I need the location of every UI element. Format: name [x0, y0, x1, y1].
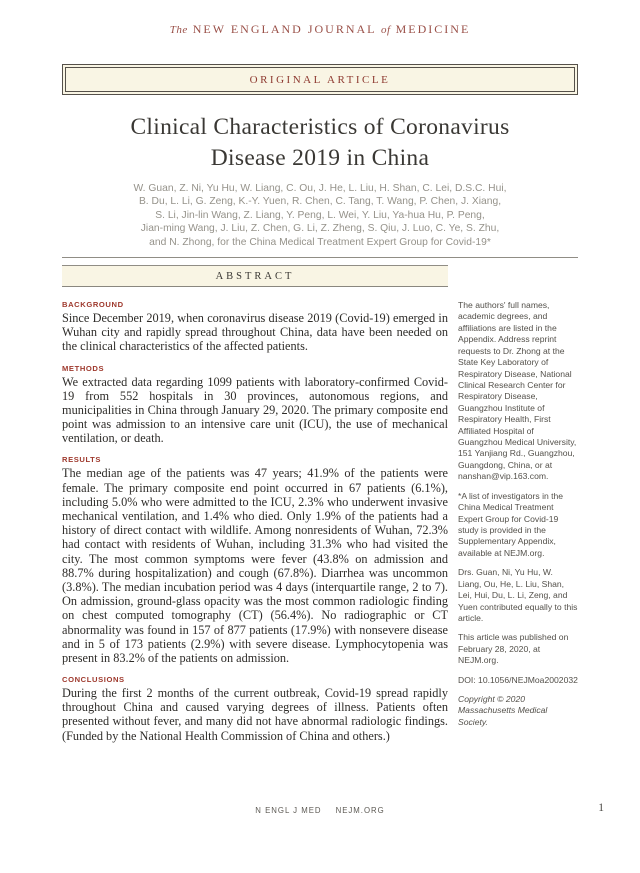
section-results [62, 455, 448, 665]
article-title-line1: Clinical Characteristics of Coronavirus [130, 114, 510, 140]
page-footer [0, 806, 640, 815]
section-conclusions-label: CONCLUSIONS [62, 675, 125, 685]
page-number: 1 [598, 802, 604, 814]
article-title [62, 112, 578, 173]
article-type-box [62, 64, 578, 95]
header-divider [62, 257, 578, 258]
footer-journal: N ENGL J MED [255, 806, 322, 815]
author-line: B. Du, L. Li, G. Zeng, K.-Y. Yuen, R. Chen, C. Tang, T. Wang, P. Chen, J. Xiang, [138, 196, 502, 208]
sidebar-equal-contribution-note: Drs. Guan, Ni, Yu Hu, W. Liang, Ou, He, L. Liu, Shan, Lei, Hui, Du, L. Li, Zeng, and Yuen contributed equally to this article. [458, 567, 578, 623]
sidebar-copyright: Copyright © 2020 Massachusetts Medical Society. [458, 694, 548, 727]
sidebar-doi: DOI: 10.1056/NEJMoa2002032 [458, 674, 578, 685]
section-conclusions [62, 675, 448, 743]
section-results-label: RESULTS [62, 455, 102, 465]
author-list [62, 182, 578, 249]
abstract-body [62, 300, 448, 753]
section-background-label: BACKGROUND [62, 299, 124, 309]
sidebar-affiliations: The authors' full names, academic degrees, and affiliations are listed in the Appendix. Address reprint requests to Dr. Zhong at the State Key Laboratory of Respiratory Disease, National Clinical Research Center for Respiratory Disease, Guangzhou Institute of Respiratory Health, First Affiliated Hospital of Guangzhou Medical University, 151 Yanjiang Rd., Guangzhou, Guangdong, China, or at nanshan@vip.163.com. [458, 299, 577, 482]
correspondence-sidebar [458, 300, 578, 736]
footer-site: NEJM.ORG [335, 806, 385, 815]
section-background-text: Since December 2019, when coronavirus disease 2019 (Covid-19) emerged in Wuhan city and rapidly spread throughout China, data have been needed on the clinical characteristics of the affected patients. [62, 310, 448, 354]
abstract-columns [62, 300, 578, 753]
author-line: Jian-ming Wang, J. Liu, Z. Chen, G. Li, Z. Zheng, S. Qiu, J. Luo, C. Ye, S. Zhu, [140, 223, 500, 235]
section-results-text: The median age of the patients was 47 years; 41.9% of the patients were female. The primary composite end point occurred in 67 patients (6.1%), including 5.0% who were admitted to the ICU, 2.3% who underwent invasive mechanical ventilation, and 1.4% who died. Only 1.9% of the patients had a history of direct contact with wildlife. Among nonresidents of Wuhan, 72.3% had contact with residents of Wuhan, including 31.3% who had visited the city. The most common symptoms were fever (43.8% on admission and 88.7% during hospitalization) and cough (67.8%). Diarrhea was uncommon (3.8%). The median incubation period was 4 days (interquartile range, 2 to 7). On admission, ground-glass opacity was the most common radiologic finding on chest computed tomography (CT) (56.4%). No radiographic or CT abnormality was found in 157 of 877 patients (17.9%) with nonsevere disease and in 5 of 173 patients (2.9%) with severe disease. Lymphocytopenia was present in 83.2% of the patients on admission. [62, 466, 448, 665]
masthead-of: of [381, 24, 391, 36]
abstract-heading: ABSTRACT [62, 265, 448, 287]
sidebar-investigators-note: *A list of investigators in the China Medical Treatment Expert Group for Covid-19 study is provided in the Supplementary Appendix, available at NEJM.org. [458, 490, 564, 558]
page-content [62, 0, 578, 753]
section-methods-label: METHODS [62, 363, 105, 373]
sidebar-publication-note: This article was published on February 28, 2020, at NEJM.org. [458, 632, 569, 666]
journal-masthead [62, 22, 578, 37]
section-methods [62, 364, 448, 446]
author-line: S. Li, Jin-lin Wang, Z. Liang, Y. Peng, L. Wei, Y. Liu, Ya-hua Hu, P. Peng, [155, 209, 485, 221]
article-title-line2: Disease 2019 in China [210, 144, 430, 171]
author-line: W. Guan, Z. Ni, Yu Hu, W. Liang, C. Ou, J. He, L. Liu, H. Shan, C. Lei, D.S.C. Hui, [133, 183, 507, 195]
masthead-the: The [169, 24, 188, 36]
masthead-journal-name: NEW ENGLAND JOURNAL [192, 22, 377, 36]
masthead-medicine: MEDICINE [395, 22, 471, 36]
section-conclusions-text: During the first 2 months of the current outbreak, Covid-19 spread rapidly throughout China and caused varying degrees of illness. Patients often presented without fever, and many did not have abnormal radiologic findings. (Funded by the National Health Commission of China and others.) [62, 686, 448, 743]
section-background [62, 300, 448, 354]
article-type-label: ORIGINAL ARTICLE [65, 67, 575, 92]
author-line: and N. Zhong, for the China Medical Treatment Expert Group for Covid-19* [149, 236, 491, 248]
section-methods-text: We extracted data regarding 1099 patients with laboratory-confirmed Covid-19 from 552 hospitals in 30 provinces, autonomous regions, and municipalities in China through January 29, 2020. The primary composite end point was admission to an intensive care unit (ICU), the use of mechanical ventilation, or death. [62, 374, 448, 446]
